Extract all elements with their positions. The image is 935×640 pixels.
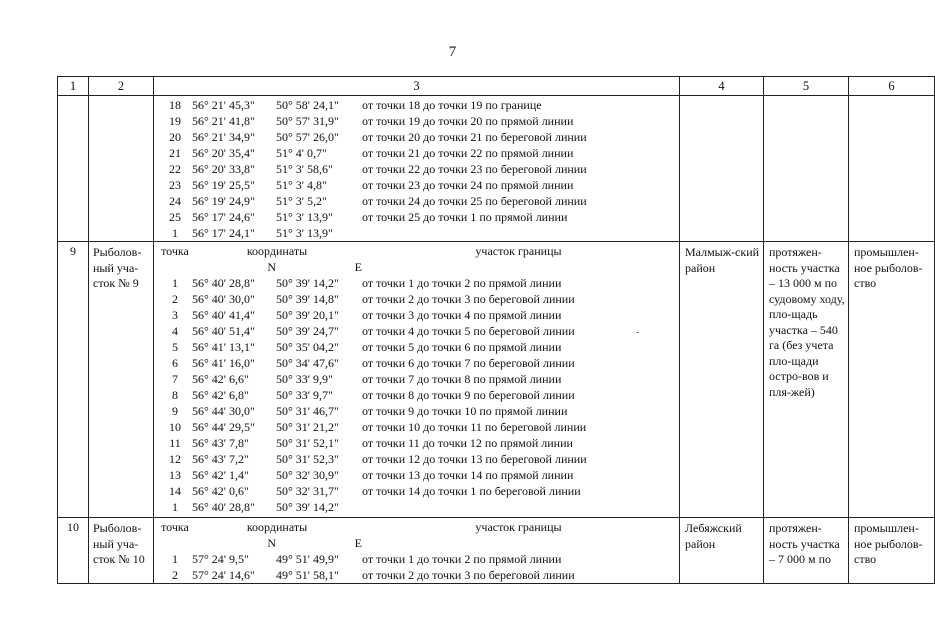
longitude: 50° 33' 9,9" bbox=[276, 372, 333, 386]
coordinate-row bbox=[158, 483, 675, 499]
coordinate-row bbox=[158, 129, 675, 145]
coordinate-row bbox=[158, 451, 675, 467]
coordinate-row bbox=[158, 419, 675, 435]
longitude: 50° 33' 9,7" bbox=[276, 388, 333, 402]
coordinates-list bbox=[158, 275, 675, 515]
latitude: 56° 19' 25,5" bbox=[192, 178, 255, 192]
section-number: 9 bbox=[58, 242, 89, 518]
coordinates-subheader bbox=[158, 259, 675, 275]
latitude: 56° 40' 28,8" bbox=[192, 500, 255, 514]
boundary-description: от точки 1 до точки 2 по прямой линии bbox=[362, 552, 562, 566]
longitude: 50° 31' 46,7" bbox=[276, 404, 339, 418]
coordinates-cell bbox=[154, 242, 680, 518]
coordinates-cell bbox=[154, 518, 680, 584]
section-name: Рыболов-ный уча-сток № 10 bbox=[89, 518, 154, 584]
boundary-description: от точки 9 до точки 10 по прямой линии bbox=[362, 404, 568, 418]
point-number: 1 bbox=[172, 552, 178, 566]
longitude: 51° 3' 13,9" bbox=[276, 226, 333, 240]
section-name: Рыболов-ный уча-сток № 9 bbox=[89, 242, 154, 518]
latitude: 56° 20' 33,8" bbox=[192, 162, 255, 176]
page-number: 7 bbox=[448, 44, 457, 60]
point-number: 24 bbox=[169, 194, 181, 208]
longitude: 50° 31' 21,2" bbox=[276, 420, 339, 434]
usage-type: промышлен-ное рыболов-ство bbox=[849, 518, 935, 584]
point-number: 22 bbox=[169, 162, 181, 176]
longitude: 51° 3' 4,8" bbox=[276, 178, 327, 192]
point-number: 5 bbox=[172, 340, 178, 354]
col-n-label: N bbox=[267, 260, 276, 274]
latitude: 56° 17' 24,1" bbox=[192, 226, 255, 240]
coordinates-header bbox=[158, 243, 675, 259]
point-number: 7 bbox=[172, 372, 178, 386]
longitude: 50° 34' 47,6" bbox=[276, 356, 339, 370]
district: Малмыж-ский район bbox=[680, 242, 764, 518]
longitude: 49° 51' 58,1" bbox=[276, 568, 339, 582]
point-number: 9 bbox=[172, 404, 178, 418]
latitude: 56° 40' 28,8" bbox=[192, 276, 255, 290]
point-number: 1 bbox=[172, 226, 178, 240]
latitude: 56° 40' 51,4" bbox=[192, 324, 255, 338]
boundary-description: от точки 7 до точки 8 по прямой линии bbox=[362, 372, 562, 386]
longitude: 50° 35' 04,2" bbox=[276, 340, 339, 354]
longitude: 50° 39' 14,2" bbox=[276, 276, 339, 290]
coordinate-row bbox=[158, 225, 675, 241]
point-number: 20 bbox=[169, 130, 181, 144]
district: Лебяжский район bbox=[680, 518, 764, 584]
col-point-label: точка bbox=[161, 520, 189, 534]
point-number: 8 bbox=[172, 388, 178, 402]
column-number: 1 bbox=[58, 77, 89, 96]
latitude: 56° 44' 30,0" bbox=[192, 404, 255, 418]
latitude: 56° 40' 41,4" bbox=[192, 308, 255, 322]
boundary-description: от точки 24 до точки 25 по береговой линии bbox=[362, 194, 587, 208]
point-number: 18 bbox=[169, 98, 181, 112]
longitude: 51° 3' 13,9" bbox=[276, 210, 333, 224]
longitude: 50° 39' 24,7" bbox=[276, 324, 339, 338]
coordinate-row bbox=[158, 113, 675, 129]
longitude: 49° 51' 49,9" bbox=[276, 552, 339, 566]
coordinate-row bbox=[158, 291, 675, 307]
latitude: 56° 21' 34,9" bbox=[192, 130, 255, 144]
longitude: 50° 39' 14,2" bbox=[276, 500, 339, 514]
stray-mark: - bbox=[636, 327, 640, 338]
point-number: 23 bbox=[169, 178, 181, 192]
latitude: 56° 41' 16,0" bbox=[192, 356, 255, 370]
longitude: 50° 57' 31,9" bbox=[276, 114, 339, 128]
col-section-label: участок границы bbox=[475, 520, 562, 534]
coordinate-row bbox=[158, 355, 675, 371]
coordinates-list bbox=[158, 97, 675, 241]
latitude: 56° 20' 35,4" bbox=[192, 146, 255, 160]
boundary-description: от точки 11 до точки 12 по прямой линии bbox=[362, 436, 573, 450]
boundary-description bbox=[362, 499, 675, 515]
coordinate-row bbox=[158, 323, 675, 339]
boundary-description: от точки 21 до точки 22 по прямой линии bbox=[362, 146, 574, 160]
col-coords-label: координаты bbox=[246, 520, 308, 534]
longitude: 50° 32' 30,9" bbox=[276, 468, 339, 482]
boundary-description: от точки 10 до точки 11 по береговой линии bbox=[362, 420, 587, 434]
latitude: 56° 42' 1,4" bbox=[192, 468, 249, 482]
coordinate-row bbox=[158, 193, 675, 209]
coordinates-header bbox=[158, 519, 675, 535]
section-row-9 bbox=[58, 242, 935, 518]
point-number: 19 bbox=[169, 114, 181, 128]
longitude: 50° 58' 24,1" bbox=[276, 98, 339, 112]
point-number: 11 bbox=[169, 436, 181, 450]
longitude: 50° 57' 26,0" bbox=[276, 130, 339, 144]
boundary-description: от точки 2 до точки 3 по береговой линии bbox=[362, 292, 575, 306]
coordinate-row bbox=[158, 371, 675, 387]
point-number: 6 bbox=[172, 356, 178, 370]
latitude: 56° 17' 24,6" bbox=[192, 210, 255, 224]
boundaries-table bbox=[57, 76, 935, 584]
col-e-label: E bbox=[354, 536, 362, 550]
column-number: 3 bbox=[154, 77, 680, 96]
longitude: 50° 31' 52,3" bbox=[276, 452, 339, 466]
point-number: 25 bbox=[169, 210, 181, 224]
boundary-description bbox=[362, 225, 675, 241]
boundary-description: от точки 23 до точки 24 по прямой линии bbox=[362, 178, 574, 192]
latitude: 56° 43' 7,2" bbox=[192, 452, 249, 466]
coordinate-row bbox=[158, 209, 675, 225]
coordinates-list bbox=[158, 551, 675, 583]
extent: протяжен-ность участка – 7 000 м по bbox=[764, 518, 849, 584]
longitude: 51° 4' 0,7" bbox=[276, 146, 327, 160]
latitude: 56° 42' 6,6" bbox=[192, 372, 249, 386]
longitude: 51° 3' 5,2" bbox=[276, 194, 327, 208]
point-number: 12 bbox=[169, 452, 181, 466]
coordinate-row bbox=[158, 97, 675, 113]
point-number: 1 bbox=[172, 500, 178, 514]
latitude: 56° 44' 29,5" bbox=[192, 420, 255, 434]
latitude: 56° 21' 41,8" bbox=[192, 114, 255, 128]
boundary-description: от точки 2 до точки 3 по береговой линии bbox=[362, 568, 575, 582]
usage-type: промышлен-ное рыболов-ство bbox=[849, 242, 935, 518]
point-number: 2 bbox=[172, 292, 178, 306]
boundary-description: от точки 13 до точки 14 по прямой линии bbox=[362, 468, 574, 482]
boundary-description: от точки 6 до точки 7 по береговой линии bbox=[362, 356, 575, 370]
boundary-description: от точки 25 до точки 1 по прямой линии bbox=[362, 210, 568, 224]
boundary-description: от точки 14 до точки 1 по береговой линии bbox=[362, 484, 581, 498]
coordinate-row bbox=[158, 567, 675, 583]
latitude: 57° 24' 9,5" bbox=[192, 552, 249, 566]
col-section-label: участок границы bbox=[475, 244, 562, 258]
point-number: 4 bbox=[172, 324, 178, 338]
point-number: 1 bbox=[172, 276, 178, 290]
column-number: 2 bbox=[89, 77, 154, 96]
latitude: 56° 42' 6,8" bbox=[192, 388, 249, 402]
boundary-description: от точки 3 до точки 4 по прямой линии bbox=[362, 308, 562, 322]
latitude: 56° 43' 7,8" bbox=[192, 436, 249, 450]
boundary-description: от точки 1 до точки 2 по прямой линии bbox=[362, 276, 562, 290]
coordinate-row bbox=[158, 145, 675, 161]
point-number: 3 bbox=[172, 308, 178, 322]
boundary-description: от точки 22 до точки 23 по береговой линии bbox=[362, 162, 587, 176]
latitude: 56° 19' 24,9" bbox=[192, 194, 255, 208]
latitude: 57° 24' 14,6" bbox=[192, 568, 255, 582]
extent: протяжен-ность участка – 13 000 м по судовому ходу, пло-щадь участка – 540 га (без учета пло-щади остро-вов и пля-жей) bbox=[764, 242, 849, 518]
boundary-description: от точки 20 до точки 21 по береговой линии bbox=[362, 130, 587, 144]
point-number: 14 bbox=[169, 484, 181, 498]
boundary-description: от точки 4 до точки 5 по береговой линии bbox=[362, 324, 575, 338]
col-coords-label: координаты bbox=[246, 244, 308, 258]
boundary-description: от точки 8 до точки 9 по береговой линии bbox=[362, 388, 575, 402]
coordinate-row bbox=[158, 161, 675, 177]
col-e-label: E bbox=[354, 260, 362, 274]
section-number: 10 bbox=[58, 518, 89, 584]
coordinate-row bbox=[158, 307, 675, 323]
col-n-label: N bbox=[267, 536, 276, 550]
coordinate-row bbox=[158, 387, 675, 403]
coordinate-row bbox=[158, 403, 675, 419]
column-number: 4 bbox=[680, 77, 764, 96]
coordinate-row bbox=[158, 339, 675, 355]
column-number-row bbox=[58, 77, 935, 96]
longitude: 50° 32' 31,7" bbox=[276, 484, 339, 498]
coordinates-subheader bbox=[158, 535, 675, 551]
point-number: 2 bbox=[172, 568, 178, 582]
coordinate-row bbox=[158, 177, 675, 193]
section-row-10 bbox=[58, 518, 935, 584]
boundary-description: от точки 19 до точки 20 по прямой линии bbox=[362, 114, 574, 128]
latitude: 56° 21' 45,3" bbox=[192, 98, 255, 112]
coordinate-row bbox=[158, 467, 675, 483]
longitude: 50° 39' 14,8" bbox=[276, 292, 339, 306]
col-point-label: точка bbox=[161, 244, 189, 258]
longitude: 50° 31' 52,1" bbox=[276, 436, 339, 450]
latitude: 56° 41' 13,1" bbox=[192, 340, 255, 354]
point-number: 13 bbox=[169, 468, 181, 482]
continuation-row bbox=[58, 96, 935, 242]
column-number: 6 bbox=[849, 77, 935, 96]
boundary-description: от точки 5 до точки 6 по прямой линии bbox=[362, 340, 562, 354]
coordinate-row bbox=[158, 435, 675, 451]
boundary-description: от точки 12 до точки 13 по береговой линии bbox=[362, 452, 587, 466]
latitude: 56° 40' 30,0" bbox=[192, 292, 255, 306]
latitude: 56° 42' 0,6" bbox=[192, 484, 249, 498]
point-number: 10 bbox=[169, 420, 181, 434]
coordinate-row bbox=[158, 551, 675, 567]
point-number: 21 bbox=[169, 146, 181, 160]
coordinates-cell bbox=[154, 96, 680, 242]
longitude: 50° 39' 20,1" bbox=[276, 308, 339, 322]
coordinate-row bbox=[158, 499, 675, 515]
boundary-description: от точки 18 до точки 19 по границе bbox=[362, 98, 542, 112]
column-number: 5 bbox=[764, 77, 849, 96]
coordinate-row bbox=[158, 275, 675, 291]
longitude: 51° 3' 58,6" bbox=[276, 162, 333, 176]
